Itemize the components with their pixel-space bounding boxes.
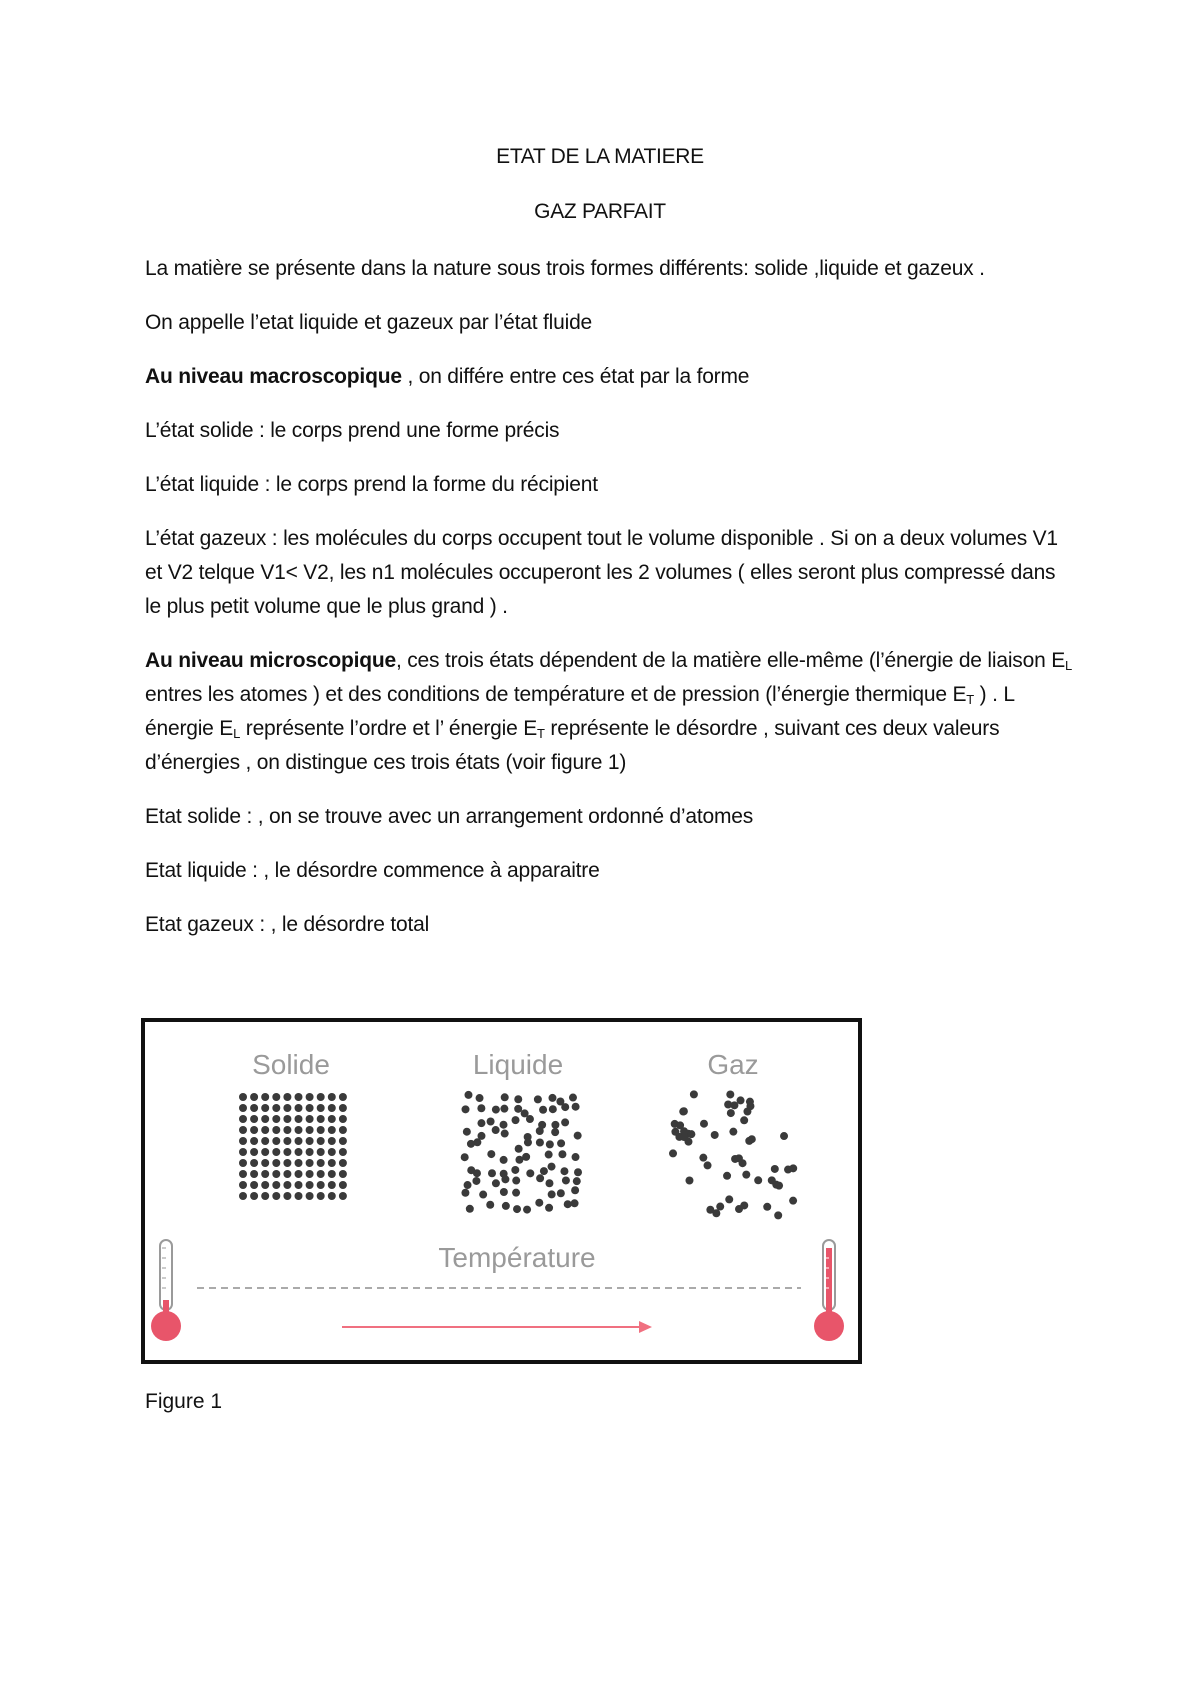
paragraph-solid-state: L’état solide : le corps prend une forme précis xyxy=(145,419,560,442)
particle xyxy=(725,1195,733,1203)
particle xyxy=(283,1159,291,1167)
figure-states-of-matter xyxy=(141,1018,862,1364)
particle xyxy=(295,1093,303,1101)
particle xyxy=(261,1181,269,1189)
particle xyxy=(261,1137,269,1145)
particle xyxy=(261,1170,269,1178)
particle xyxy=(250,1115,258,1123)
particle xyxy=(669,1149,677,1157)
particle xyxy=(535,1199,543,1207)
particle xyxy=(328,1093,336,1101)
particle xyxy=(295,1115,303,1123)
particle xyxy=(564,1200,572,1208)
particle xyxy=(250,1148,258,1156)
particle xyxy=(763,1203,771,1211)
particle xyxy=(472,1177,480,1185)
particle xyxy=(492,1126,500,1134)
particle xyxy=(250,1159,258,1167)
particle xyxy=(272,1093,280,1101)
particle xyxy=(548,1094,556,1102)
particle xyxy=(492,1106,500,1114)
particle xyxy=(283,1093,291,1101)
particle xyxy=(740,1116,748,1124)
paragraph-states-of-matter: La matière se présente dans la nature sous trois formes différents: solide ,liquide et gazeux . xyxy=(145,257,985,280)
particle xyxy=(317,1126,325,1134)
particle xyxy=(272,1126,280,1134)
document-subtitle: GAZ PARFAIT xyxy=(534,200,666,223)
paragraph-fluid-state: On appelle l’etat liquide et gazeux par l’état fluide xyxy=(145,311,593,334)
subscript-t: T xyxy=(537,726,545,741)
particle xyxy=(500,1121,508,1129)
particle xyxy=(548,1190,556,1198)
particle xyxy=(239,1170,247,1178)
particle xyxy=(239,1104,247,1112)
particle xyxy=(551,1121,559,1129)
particle xyxy=(743,1107,751,1115)
gas-particles xyxy=(669,1090,797,1219)
particle xyxy=(699,1154,707,1162)
particle xyxy=(328,1115,336,1123)
particle xyxy=(574,1168,582,1176)
particle xyxy=(704,1161,712,1169)
particle xyxy=(500,1105,508,1113)
thermometer-cold-icon xyxy=(151,1240,181,1341)
particle xyxy=(306,1126,314,1134)
paragraph-gas-disorder: Etat gazeux : , le désordre total xyxy=(145,913,430,936)
liquid-particles xyxy=(461,1091,582,1214)
particle xyxy=(306,1104,314,1112)
particle xyxy=(261,1159,269,1167)
particle xyxy=(771,1165,779,1173)
particle xyxy=(339,1104,347,1112)
particle xyxy=(261,1093,269,1101)
particle xyxy=(339,1192,347,1200)
particle xyxy=(551,1128,559,1136)
particle xyxy=(295,1192,303,1200)
particle xyxy=(339,1159,347,1167)
particle xyxy=(261,1126,269,1134)
particle xyxy=(501,1175,509,1183)
particle xyxy=(317,1115,325,1123)
particle xyxy=(730,1101,738,1109)
paragraph-solid-arrangement: Etat solide : , on se trouve avec un arrangement ordonné d’atomes xyxy=(145,805,754,828)
particle xyxy=(754,1176,762,1184)
particle xyxy=(239,1159,247,1167)
particle xyxy=(239,1192,247,1200)
particle xyxy=(261,1115,269,1123)
particle xyxy=(512,1116,520,1124)
particle xyxy=(742,1171,750,1179)
paragraph-gas-state: L’état gazeux : les molécules du corps occupent tout le volume disponible . Si on a deux volumes V1 et V2 telque V1< V2, les n1 molécules occuperont les 2 volumes ( elles seront plus compressé dans le plus petit volume que le plus grand ) . xyxy=(145,527,1058,618)
particle xyxy=(523,1206,531,1214)
particle xyxy=(572,1103,580,1111)
particle xyxy=(488,1169,496,1177)
particle xyxy=(501,1093,509,1101)
particle xyxy=(515,1145,523,1153)
particle xyxy=(545,1151,553,1159)
paragraph-liquid-disorder: Etat liquide : , le désordre commence à apparaitre xyxy=(145,859,600,882)
particle xyxy=(679,1108,687,1116)
particle xyxy=(317,1170,325,1178)
particle xyxy=(283,1192,291,1200)
thermometer-hot-icon xyxy=(814,1240,844,1341)
particle xyxy=(339,1181,347,1189)
particle xyxy=(462,1105,470,1113)
particle xyxy=(735,1205,743,1213)
particle xyxy=(250,1192,258,1200)
particle xyxy=(283,1148,291,1156)
particle xyxy=(306,1137,314,1145)
particle xyxy=(726,1090,734,1098)
particle xyxy=(317,1148,325,1156)
particle xyxy=(671,1128,679,1136)
subscript-l: L xyxy=(1065,658,1073,673)
particle xyxy=(283,1170,291,1178)
particle xyxy=(328,1192,336,1200)
particle xyxy=(569,1094,577,1102)
particle xyxy=(780,1132,788,1140)
particle xyxy=(328,1181,336,1189)
particle xyxy=(500,1188,508,1196)
particle xyxy=(789,1197,797,1205)
particle xyxy=(464,1181,472,1189)
particle xyxy=(283,1115,291,1123)
particle xyxy=(295,1126,303,1134)
subscript-l: L xyxy=(233,726,241,741)
particle xyxy=(295,1170,303,1178)
particle xyxy=(283,1137,291,1145)
microscopic-text-a: , ces trois états dépendent de la matière elle-même (l’énergie de liaison E xyxy=(395,649,1065,672)
particle xyxy=(514,1105,522,1113)
particle xyxy=(239,1137,247,1145)
particle xyxy=(473,1169,481,1177)
particle xyxy=(723,1172,731,1180)
particle xyxy=(317,1137,325,1145)
particle xyxy=(560,1167,568,1175)
particle xyxy=(283,1126,291,1134)
particle xyxy=(317,1093,325,1101)
particle xyxy=(548,1163,556,1171)
particle xyxy=(339,1115,347,1123)
particle xyxy=(295,1137,303,1145)
particle xyxy=(250,1181,258,1189)
particle xyxy=(511,1166,519,1174)
paragraph-liquid-state: L’état liquide : le corps prend la forme du récipient xyxy=(145,473,598,496)
particle xyxy=(502,1202,510,1210)
particle xyxy=(524,1138,532,1146)
particle xyxy=(283,1104,291,1112)
particle xyxy=(250,1104,258,1112)
particle xyxy=(513,1205,521,1213)
particle xyxy=(690,1090,698,1098)
particle xyxy=(272,1181,280,1189)
particle xyxy=(317,1181,325,1189)
particle xyxy=(295,1104,303,1112)
particle xyxy=(328,1159,336,1167)
solid-particles xyxy=(239,1093,347,1200)
document-title: ETAT DE LA MATIERE xyxy=(496,145,704,168)
figure-caption: Figure 1 xyxy=(145,1390,223,1413)
particle xyxy=(461,1153,469,1161)
particle xyxy=(339,1148,347,1156)
particle xyxy=(306,1192,314,1200)
particle xyxy=(774,1211,782,1219)
particle xyxy=(317,1159,325,1167)
particle xyxy=(295,1159,303,1167)
particle xyxy=(272,1159,280,1167)
particle xyxy=(261,1148,269,1156)
particle xyxy=(500,1156,508,1164)
particle xyxy=(272,1192,280,1200)
particle xyxy=(250,1093,258,1101)
microscopic-text-c: ) . L énergie E xyxy=(145,683,1015,740)
particle xyxy=(536,1127,544,1135)
particle xyxy=(534,1095,542,1103)
particle xyxy=(486,1201,494,1209)
particle xyxy=(536,1174,544,1182)
particle xyxy=(748,1135,756,1143)
particle xyxy=(536,1139,544,1147)
particle xyxy=(514,1095,522,1103)
particle xyxy=(328,1170,336,1178)
particle xyxy=(328,1137,336,1145)
particle xyxy=(487,1150,495,1158)
particle xyxy=(545,1204,553,1212)
particle xyxy=(487,1118,495,1126)
particle xyxy=(512,1189,520,1197)
particle xyxy=(775,1182,783,1190)
particle xyxy=(539,1106,547,1114)
paragraph-macroscopic xyxy=(145,360,1075,394)
particle xyxy=(295,1148,303,1156)
particle xyxy=(477,1119,485,1127)
particle xyxy=(261,1192,269,1200)
particle xyxy=(557,1139,565,1147)
particle xyxy=(546,1140,554,1148)
particle xyxy=(463,1128,471,1136)
particle xyxy=(239,1126,247,1134)
particle xyxy=(680,1133,688,1141)
particle xyxy=(272,1148,280,1156)
particle xyxy=(522,1153,530,1161)
label-temperature: Température xyxy=(438,1242,596,1273)
subscript-t: T xyxy=(966,692,975,707)
particle xyxy=(250,1170,258,1178)
particle xyxy=(306,1093,314,1101)
particle xyxy=(339,1093,347,1101)
particle xyxy=(476,1094,484,1102)
particle xyxy=(328,1148,336,1156)
particle xyxy=(526,1115,534,1123)
particle xyxy=(557,1189,565,1197)
particle xyxy=(250,1137,258,1145)
particle xyxy=(512,1177,520,1185)
particle xyxy=(571,1186,579,1194)
particle xyxy=(540,1167,548,1175)
particle xyxy=(571,1199,579,1207)
particle xyxy=(572,1153,580,1161)
particle xyxy=(272,1137,280,1145)
particle xyxy=(716,1203,724,1211)
particle xyxy=(306,1170,314,1178)
particle xyxy=(562,1176,570,1184)
particle xyxy=(306,1115,314,1123)
particle xyxy=(789,1164,797,1172)
particle xyxy=(685,1176,693,1184)
particle xyxy=(461,1189,469,1197)
microscopic-heading: Au niveau microscopique xyxy=(145,649,396,672)
particle xyxy=(295,1181,303,1189)
particle xyxy=(272,1104,280,1112)
label-solide: Solide xyxy=(252,1049,330,1080)
microscopic-text-d: représente l’ordre et l’ énergie E xyxy=(240,717,538,740)
particle xyxy=(306,1159,314,1167)
particle xyxy=(574,1132,582,1140)
particle xyxy=(239,1093,247,1101)
particle xyxy=(676,1121,684,1129)
microscopic-text-e: représente le désordre , suivant ces deux valeurs d’énergies , on distingue ces trois états (voir figure 1) xyxy=(145,717,1000,774)
particle xyxy=(261,1104,269,1112)
particle xyxy=(746,1098,754,1106)
particle xyxy=(317,1104,325,1112)
particle xyxy=(339,1126,347,1134)
particle xyxy=(339,1137,347,1145)
particle xyxy=(272,1170,280,1178)
particle xyxy=(729,1128,737,1136)
particle xyxy=(711,1131,719,1139)
microscopic-text-b: entres les atomes ) et des conditions de température et de pression (l’énergie thermique E xyxy=(145,683,967,706)
particle xyxy=(479,1191,487,1199)
paragraph-microscopic xyxy=(145,644,1075,780)
label-gaz: Gaz xyxy=(707,1049,759,1080)
particle xyxy=(250,1126,258,1134)
particle xyxy=(573,1177,581,1185)
particle xyxy=(464,1091,472,1099)
figure-illustration xyxy=(145,1022,858,1360)
particle xyxy=(317,1192,325,1200)
particle xyxy=(306,1148,314,1156)
particle xyxy=(239,1148,247,1156)
particle xyxy=(526,1169,534,1177)
particle xyxy=(558,1150,566,1158)
macroscopic-text: , on différe entre ces état par la forme xyxy=(401,365,750,388)
macroscopic-heading: Au niveau macroscopique xyxy=(145,365,402,388)
particle xyxy=(687,1130,695,1138)
particle xyxy=(328,1104,336,1112)
particle xyxy=(549,1105,557,1113)
particle xyxy=(545,1179,553,1187)
particle xyxy=(501,1130,509,1138)
particle xyxy=(492,1179,500,1187)
particle xyxy=(727,1109,735,1117)
arrow-head-icon xyxy=(639,1321,652,1333)
particle xyxy=(272,1115,280,1123)
particle xyxy=(328,1126,336,1134)
particle xyxy=(306,1181,314,1189)
particle xyxy=(239,1115,247,1123)
particle xyxy=(477,1104,485,1112)
particle xyxy=(561,1103,569,1111)
particle xyxy=(700,1120,708,1128)
label-liquide: Liquide xyxy=(472,1049,564,1080)
particle xyxy=(283,1181,291,1189)
particle xyxy=(473,1138,481,1146)
particle xyxy=(706,1206,714,1214)
particle xyxy=(731,1155,739,1163)
particle xyxy=(339,1170,347,1178)
particle xyxy=(239,1181,247,1189)
particle xyxy=(561,1118,569,1126)
particle xyxy=(466,1205,474,1213)
